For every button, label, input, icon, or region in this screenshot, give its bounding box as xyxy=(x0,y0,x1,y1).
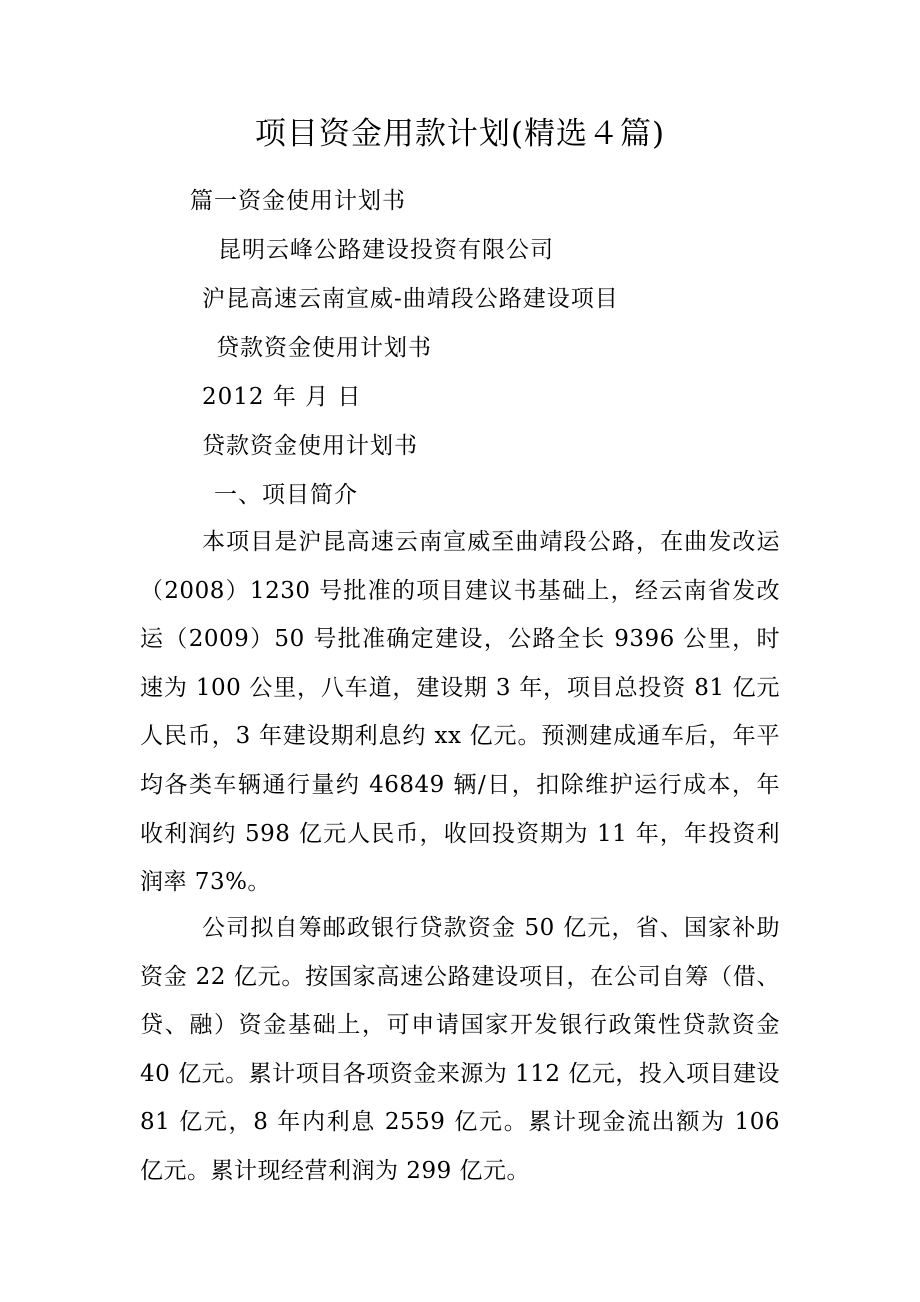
date-line: 2012 年 月 日 xyxy=(202,384,362,410)
paragraph-project-intro: 本项目是沪昆高速云南宣威至曲靖段公路，在曲发改运（2008）1230 号批准的项目建议书基础上，经云南省发改运（2009）50 号批准确定建设，公路全长 9396 公里，时速为 100 公里，八车道，建设期 3 年，项目总投资 81 亿元人民币，3 年建设期利息约 xx 亿元。预测建成通车后，年平均各类车辆通行量约 46849 辆/日，扣除维护运行成本，年收利润约 598 亿元人民币，收回投资期为 11 年，年投资利润率 73%。 xyxy=(140,529,780,896)
document-title: 项目资金用款计划(精选４篇) xyxy=(254,116,666,152)
project-name: 沪昆高速云南宣威-曲靖段公路建设项目 xyxy=(202,286,619,312)
plan-title: 贷款资金使用计划书 xyxy=(216,335,432,361)
plan-subtitle: 贷款资金使用计划书 xyxy=(202,433,418,459)
company-name: 昆明云峰公路建设投资有限公司 xyxy=(218,237,554,263)
section-heading: 篇一资金使用计划书 xyxy=(190,188,406,214)
section-project-intro: 一、项目简介 xyxy=(214,482,358,508)
paragraph-funding: 公司拟自筹邮政银行贷款资金 50 亿元，省、国家补助资金 22 亿元。按国家高速公路建设项目，在公司自筹（借、贷、融）资金基础上，可申请国家开发银行政策性贷款资金 40 亿元。累计项目各项资金来源为 112 亿元，投入项目建设 81 亿元，8 年内利息 2559 亿元。累计现金流出额为 106 亿元。累计现经营利润为 299 亿元。 xyxy=(140,915,780,1184)
